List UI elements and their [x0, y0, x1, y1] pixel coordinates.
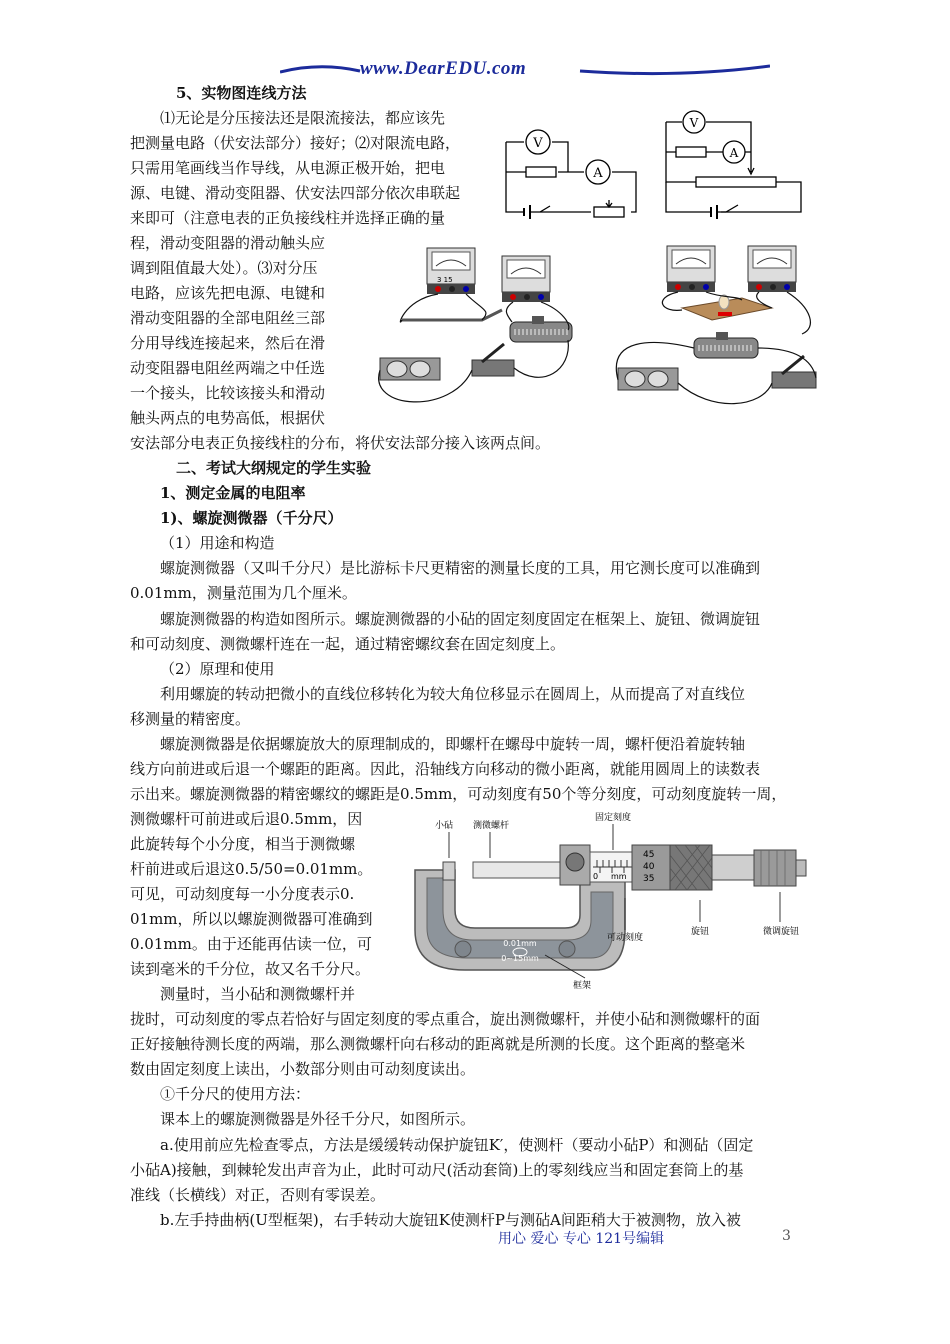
footer-note: 用心 爱心 专心 121号编辑 — [498, 1231, 665, 1247]
text-line: 利用螺旋的转动把微小的直线位移转化为较大角位移显示在圆周上，从而提高了对直线位 — [160, 685, 746, 703]
text-line: a.使用前应先检查零点，方法是缓缓转动保护旋钮K′，使测杆（要动小砧P）和测砧（固定 — [160, 1136, 754, 1154]
paragraph-heading: （2）原理和使用 — [160, 660, 275, 678]
text-line: 滑动变阻器的全部电阻丝三部 — [130, 309, 326, 327]
label-sleeve: 固定刻度 — [595, 813, 632, 823]
voltmeter-label: V — [689, 116, 699, 130]
text-line: 01mm，所以以螺旋测微器可准确到 — [130, 910, 373, 928]
text-line: 准线（长横线）对正，否则有零误差。 — [130, 1186, 386, 1204]
bulb-board — [682, 295, 772, 320]
text-line: ⑴无论是分压接法还是限流接法，都应该先 — [160, 109, 446, 127]
text-line: 调到阻值最大处）。⑶对分压 — [130, 259, 318, 277]
circuit-diagram-divider — [656, 110, 816, 225]
label-ratchet: 微调旋钮 — [763, 927, 800, 937]
apparatus-wiring-divider — [612, 238, 827, 418]
label-spindle: 测微螺杆 — [473, 821, 510, 831]
text-line: 来即可（注意电表的正负接线柱并选择正确的量 — [130, 209, 446, 227]
ratchet-part — [754, 850, 796, 886]
ammeter-device — [748, 246, 796, 292]
spindle-part — [473, 862, 565, 878]
subsection-title: 1)、螺旋测微器（千分尺） — [160, 509, 343, 527]
sleeve-zero: 0 — [593, 872, 599, 881]
text-line: 分用导线连接起来，然后在滑 — [130, 334, 326, 352]
page-number: 3 — [782, 1228, 791, 1244]
text-line: 示出来。螺旋测微器的精密螺纹的螺距是0.5mm，可动刻度有50个等分刻度，可动刻度旋转一周， — [130, 785, 787, 803]
text-line: 程，滑动变阻器的滑动触头应 — [130, 234, 326, 252]
switch-device — [472, 344, 514, 376]
switch-device — [772, 356, 816, 388]
voltmeter-device — [667, 246, 715, 292]
text-line: 课本上的螺旋测微器是外径千分尺，如图所示。 — [160, 1110, 476, 1128]
circuit-diagram-limiting — [496, 112, 646, 227]
section2-title: 二、考试大纲规定的学生实验 — [176, 459, 372, 477]
sleeve-unit: mm — [611, 872, 627, 881]
frame-range: 0~15mm — [501, 954, 539, 963]
text-line: 0.01mm，测量范围为几个厘米。 — [130, 584, 357, 602]
text-line: 测微螺杆可前进或后退0.5mm，因 — [130, 810, 363, 828]
text-line: 触头两点的电势高低，根据伏 — [130, 409, 326, 427]
text-line: 可见，可动刻度每一小分度表示0. — [130, 885, 355, 903]
label-anvil: 小砧 — [435, 821, 454, 831]
label-knob: 旋钮 — [691, 927, 710, 937]
text-line: 电路，应该先把电源、电键和 — [130, 284, 326, 302]
text-line: 线方向前进或后退一个螺距的距离。因此，沿轴线方向移动的微小距离，就能用圆周上的读数表 — [130, 760, 761, 778]
thimble-tick: 35 — [643, 874, 655, 884]
paragraph-heading: （1）用途和构造 — [160, 534, 275, 552]
text-line: 螺旋测微器是依据螺旋放大的原理制成的，即螺杆在螺母中旋转一周，螺杆便沿着旋转轴 — [160, 735, 746, 753]
text-line: 螺旋测微器（又叫千分尺）是比游标卡尺更精密的测量长度的工具，用它测长度可以准确到 — [160, 559, 761, 577]
text-line: 把测量电路（伏安法部分）接好；⑵对限流电路， — [130, 134, 461, 152]
text-line: 只需用笔画线当作导线，从电源正极开始，把电 — [130, 159, 446, 177]
text-line: 杆前进或后退这0.5/50=0.01mm。 — [130, 860, 373, 878]
battery-device — [380, 358, 440, 380]
text-line: b.左手持曲柄(U型框架)，右手转动大旋钮K使测杆P与测砧A间距稍大于被测物，放入被 — [160, 1211, 741, 1229]
battery-device — [618, 368, 678, 390]
text-line: 一个接头，比较该接头和滑动 — [130, 384, 326, 402]
thimble-tick: 40 — [643, 862, 655, 872]
micrometer-figure — [395, 810, 825, 990]
section5-title: 5、实物图连线方法 — [176, 84, 307, 102]
text-line: 测量时，当小砧和测微螺杆并 — [160, 985, 356, 1003]
text-line: 此旋转每个小分度，相当于测微螺 — [130, 835, 356, 853]
label-frame: 框架 — [573, 981, 592, 990]
subsection-title: 1、测定金属的电阻率 — [160, 484, 306, 502]
meter-scale-label: 3 15 — [437, 276, 453, 284]
text-line: 和可动刻度、测微螺杆连在一起，通过精密螺纹套在固定刻度上。 — [130, 635, 566, 653]
text-line: 源、电键、滑动变阻器、伏安法四部分依次串联起 — [130, 184, 461, 202]
text-line: 动变阻器电阻丝两端之中任选 — [130, 359, 326, 377]
text-line: 安法部分电表正负接线柱的分布，将伏安法部分接入该两点间。 — [130, 434, 551, 452]
frame-resolution: 0.01mm — [503, 939, 537, 948]
text-line: 正好接触待测长度的两端，那么测微螺杆向右移动的距离就是所测的长度。这个距离的整毫米 — [130, 1035, 746, 1053]
header-logo — [280, 58, 770, 88]
ammeter-label: A — [729, 146, 739, 160]
rheostat-device — [694, 332, 758, 358]
ammeter-device — [502, 256, 550, 302]
ammeter-label: A — [593, 166, 603, 181]
site-url: www.DearEDU.com — [360, 58, 527, 79]
rheostat-device — [510, 316, 572, 342]
text-line: 0.01mm。由于还能再估读一位，可 — [130, 935, 372, 953]
text-line: 拢时，可动刻度的零点若恰好与固定刻度的零点重合，旋出测微螺杆，并使小砧和测微螺杆的面 — [130, 1010, 761, 1028]
text-line: ①千分尺的使用方法： — [160, 1085, 311, 1103]
anvil-part — [443, 862, 455, 880]
resistance-wire — [402, 310, 502, 320]
thimble-tick: 45 — [643, 850, 655, 860]
text-line: 读到毫米的千分位，故又名千分尺。 — [130, 960, 371, 978]
voltmeter-device — [427, 248, 475, 294]
text-line: 移测量的精密度。 — [130, 710, 251, 728]
text-line: 数由固定刻度上读出，小数部分则由可动刻度读出。 — [130, 1060, 476, 1078]
voltmeter-label: V — [533, 136, 543, 151]
apparatus-wiring-limiting — [372, 240, 577, 420]
text-line: 小砧A)接触，到棘轮发出声音为止，此时可动尺(活动套筒)上的零刻线应当和固定套筒上的基 — [130, 1161, 744, 1179]
label-thimble: 可动刻度 — [607, 933, 644, 943]
text-line: 螺旋测微器的构造如图所示。螺旋测微器的小砧的固定刻度固定在框架上、旋钮、微调旋钮 — [160, 610, 761, 628]
